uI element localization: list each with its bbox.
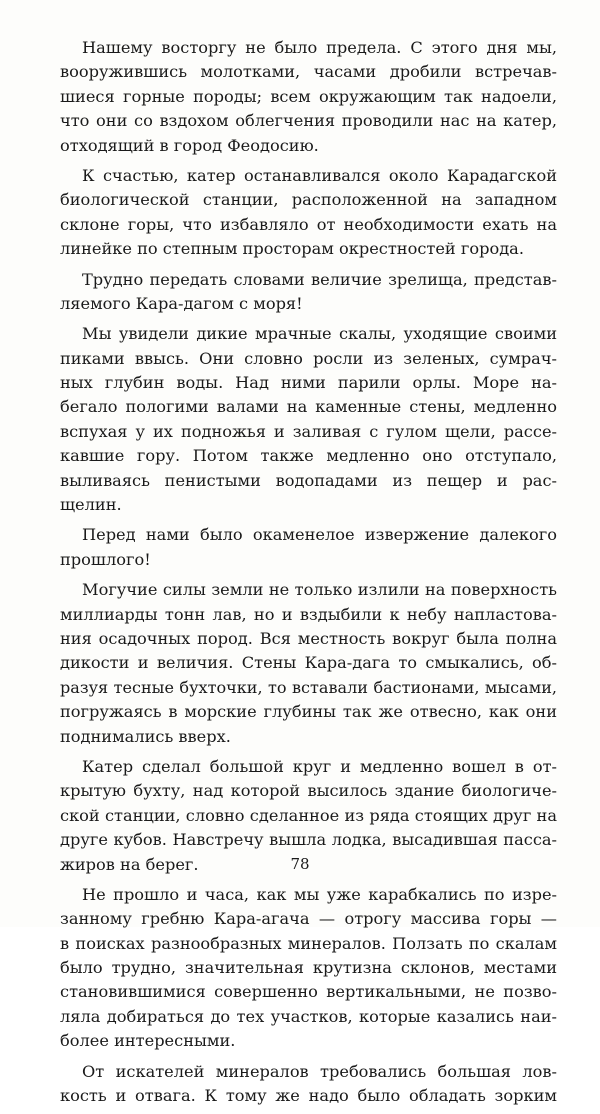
text-line: миллиарды тонн лав, но и вздыбили к небу напластова-: [60, 604, 557, 624]
text-line: кость и отвага. К тому же надо было обладать зорким: [60, 1086, 557, 1106]
text-line: ных глубин воды. Над ними парили орлы. Море на-: [60, 373, 557, 393]
paragraph: [60, 883, 557, 1054]
paragraph: [60, 36, 557, 158]
text-line: в поисках разнообразных минералов. Ползать по скалам: [60, 933, 557, 953]
body-text: [60, 36, 557, 1114]
text-line: разуя тесные бухточки, то вставали бастионами, мысами,: [60, 677, 557, 697]
text-line: Нашему восторгу не было предела. С этого дня мы,: [82, 38, 557, 57]
text-line: поднимались вверх.: [60, 726, 231, 746]
text-line: кавшие гору. Потом также медленно оно отступало,: [60, 446, 557, 466]
text-line: выливаясь пенистыми водопадами из пещер и рас-: [60, 470, 557, 490]
text-line: жиров на берег.: [60, 854, 199, 874]
text-line: прошлого!: [60, 549, 151, 569]
text-line: друге кубов. Навстречу вышла лодка, высадившая пасса-: [60, 830, 557, 850]
text-line: ляла добираться до тех участков, которые казались наи-: [60, 1006, 557, 1026]
paragraph: [60, 1060, 557, 1109]
text-line: ской станции, словно сделанное из ряда стоящих друг на: [60, 805, 557, 825]
text-line: погружаясь в морские глубины так же отвесно, как они: [60, 702, 557, 722]
text-line: Не прошло и часа, как мы уже карабкались по изре-: [82, 884, 557, 904]
text-line: линейке по степным просторам окрестностей города.: [60, 239, 524, 259]
text-line: занному гребню Кара-агача — отрогу массива горы —: [60, 909, 557, 929]
text-line: более интересными.: [60, 1031, 236, 1051]
text-line: что они со вздохом облегчения проводили нас на катер,: [60, 111, 557, 131]
text-line: ния осадочных пород. Вся местность вокруг была полна: [60, 628, 557, 648]
text-line: становившимися совершенно вертикальными, не позво-: [60, 982, 557, 1002]
text-line: вспухая у их подножья и заливая с гулом щели, рассе-: [60, 421, 557, 441]
text-line: Могучие силы земли не только излили на поверхность: [82, 580, 557, 600]
text-line: ляемого Кара-дагом с моря!: [60, 293, 303, 313]
text-line: отходящий в город Феодосию.: [60, 135, 319, 155]
text-line: Трудно передать словами величие зрелища, представ-: [82, 269, 557, 289]
paragraph: [60, 268, 557, 317]
text-line: К счастью, катер останавливался около Карадагской: [82, 165, 557, 185]
paragraph: [60, 523, 557, 572]
text-line: крытую бухту, над которой высилось здание биологиче-: [60, 781, 557, 801]
text-line: биологической станции, расположенной на западном: [60, 190, 557, 210]
text-line: пиками ввысь. Они словно росли из зеленых, сумрач-: [60, 348, 557, 368]
text-line: склоне горы, что избавляло от необходимости ехать на: [60, 214, 557, 234]
text-line: вооружившись молотками, часами дробили встречав-: [60, 62, 557, 82]
paragraph: [60, 322, 557, 517]
text-line: От искателей минералов требовались большая лов-: [82, 1061, 557, 1081]
paragraph: [60, 164, 557, 262]
page-number: 78: [290, 855, 310, 873]
text-line: Перед нами было окаменелое извержение далекого: [82, 525, 557, 545]
text-line: было трудно, значительная крутизна склонов, местами: [60, 958, 557, 978]
text-line: Катер сделал большой круг и медленно вошел в от-: [82, 756, 557, 776]
text-line: Мы увидели дикие мрачные скалы, уходящие своими: [82, 324, 557, 344]
text-line: щелин.: [60, 495, 122, 515]
paragraph: [60, 578, 557, 749]
text-line: дикости и величия. Стены Кара-дага то смыкались, об-: [60, 653, 557, 673]
text-line: бегало пологими валами на каменные стены, медленно: [60, 397, 557, 417]
text-line: шиеся горные породы; всем окружающим так надоели,: [60, 86, 557, 106]
